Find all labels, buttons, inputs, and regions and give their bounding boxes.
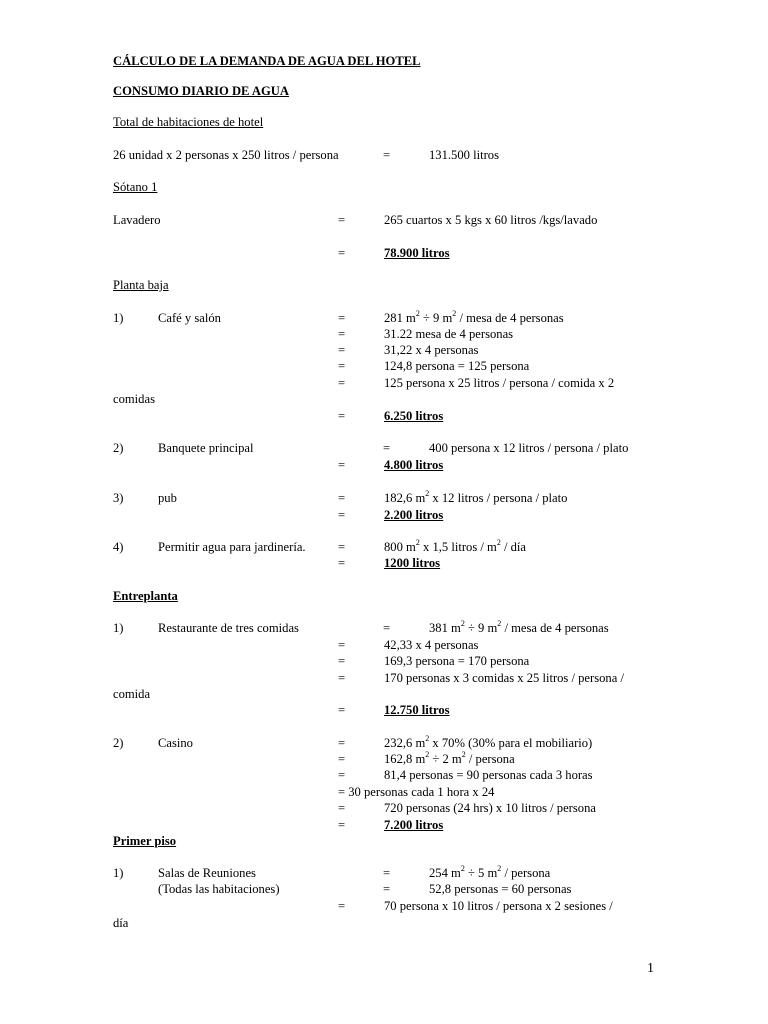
equals-sign: = xyxy=(383,148,391,162)
total-formula: 26 unidad x 2 personas x 250 litros / persona xyxy=(113,148,339,162)
equals-sign: = xyxy=(383,441,391,455)
cafe-line-2: 31.22 mesa de 4 personas xyxy=(384,327,514,341)
section-heading-total: Total de habitaciones de hotel xyxy=(113,115,264,129)
cafe-line-3: 31,22 x 4 personas xyxy=(384,343,479,357)
salas-line-1: 254 $m^2 \div 5$ $m^2$ / persona xyxy=(429,863,551,880)
salas-label: Salas de Reuniones xyxy=(158,866,256,880)
equals-sign: = xyxy=(338,343,346,357)
equals-sign: = xyxy=(338,818,346,832)
jardineria-result: 1200 litros xyxy=(384,556,441,570)
document-title: CÁLCULO DE LA DEMANDA DE AGUA DEL HOTEL xyxy=(113,54,421,68)
equals-sign: = xyxy=(338,508,346,522)
item-number: 3) xyxy=(113,491,124,505)
banquete-label: Banquete principal xyxy=(158,441,254,455)
restaurante-result: 12.750 litros xyxy=(384,703,450,717)
casino-label: Casino xyxy=(158,736,193,750)
equals-sign: = xyxy=(338,540,346,554)
section-heading-primer-piso: Primer piso xyxy=(113,834,177,848)
pub-result: 2.200 litros xyxy=(384,508,444,522)
equals-sign: = xyxy=(338,899,346,913)
total-result: 131.500 litros xyxy=(429,148,499,162)
casino-line-4: = 30 personas cada 1 hora x 24 xyxy=(338,785,495,799)
item-number: 1) xyxy=(113,866,124,880)
equals-sign: = xyxy=(338,327,346,341)
jardineria-label: Permitir agua para jardinería. xyxy=(158,540,306,554)
jardineria-formula: 800 $m^2$ x 1,5 litros / $m^2$ / día xyxy=(384,537,526,554)
equals-sign: = xyxy=(338,311,346,325)
casino-line-5: 720 personas (24 hrs) x 10 litros / persona xyxy=(384,801,596,815)
salas-line-3: 70 persona x 10 litros / persona x 2 sesiones / xyxy=(384,899,613,913)
cafe-label: Café y salón xyxy=(158,311,221,325)
equals-sign: = xyxy=(338,376,346,390)
document-subtitle: CONSUMO DIARIO DE AGUA xyxy=(113,84,289,98)
equals-sign: = xyxy=(383,866,391,880)
salas-label-2: (Todas las habitaciones) xyxy=(158,882,280,896)
casino-result: 7.200 litros xyxy=(384,818,444,832)
item-number: 2) xyxy=(113,441,124,455)
casino-line-1: 232,6 $m^2$ x 70% (30% para el mobiliario) xyxy=(384,733,593,750)
restaurante-label: Restaurante de tres comidas xyxy=(158,621,299,635)
section-heading-sotano: Sótano 1 xyxy=(113,180,158,194)
pub-formula: 182,6 $m^2$ x 12 litros / persona / plato xyxy=(384,488,568,505)
salas-line-3-wrap: día xyxy=(113,916,129,930)
cafe-line-5-wrap: comidas xyxy=(113,392,155,406)
item-number: 1) xyxy=(113,621,124,635)
item-number: 2) xyxy=(113,736,124,750)
section-heading-entreplanta: Entreplanta xyxy=(113,589,178,603)
lavadero-formula: 265 cuartos x 5 kgs x 60 litros /kgs/lavado xyxy=(384,213,598,227)
lavadero-result: 78.900 litros xyxy=(384,246,450,260)
restaurante-line-2: 42,33 x 4 personas xyxy=(384,638,479,652)
banquete-result: 4.800 litros xyxy=(384,458,444,472)
equals-sign: = xyxy=(338,703,346,717)
equals-sign: = xyxy=(383,621,391,635)
restaurante-line-4-wrap: comida xyxy=(113,687,151,701)
cafe-line-1: 281 $m^2 \div 9$ $m^2$ / mesa de 4 personas xyxy=(384,308,564,325)
cafe-result: 6.250 litros xyxy=(384,409,444,423)
casino-line-2: 162,8 $m^2 \div 2$ $m^2$ / persona xyxy=(384,749,515,766)
page-number: 1 xyxy=(647,961,654,976)
equals-sign: = xyxy=(338,458,346,472)
cafe-line-5: 125 persona x 25 litros / persona / comida x 2 xyxy=(384,376,615,390)
equals-sign: = xyxy=(383,882,391,896)
restaurante-line-3: 169,3 persona = 170 persona xyxy=(384,654,530,668)
item-number: 1) xyxy=(113,311,124,325)
equals-sign: = xyxy=(338,246,346,260)
equals-sign: = xyxy=(338,638,346,652)
section-heading-planta-baja: Planta baja xyxy=(113,278,169,292)
item-number: 4) xyxy=(113,540,124,554)
equals-sign: = xyxy=(338,801,346,815)
equals-sign: = xyxy=(338,752,346,766)
restaurante-line-4: 170 personas x 3 comidas x 25 litros / persona / xyxy=(384,671,624,685)
equals-sign: = xyxy=(338,736,346,750)
equals-sign: = xyxy=(338,213,346,227)
equals-sign: = xyxy=(338,491,346,505)
cafe-line-4: 124,8 persona = 125 persona xyxy=(384,359,530,373)
casino-line-3: 81,4 personas = 90 personas cada 3 horas xyxy=(384,768,593,782)
pub-label: pub xyxy=(158,491,177,505)
equals-sign: = xyxy=(338,671,346,685)
salas-line-2: 52,8 personas = 60 personas xyxy=(429,882,572,896)
equals-sign: = xyxy=(338,359,346,373)
equals-sign: = xyxy=(338,409,346,423)
equals-sign: = xyxy=(338,768,346,782)
equals-sign: = xyxy=(338,654,346,668)
banquete-formula: 400 persona x 12 litros / persona / plato xyxy=(429,441,629,455)
lavadero-label: Lavadero xyxy=(113,213,161,227)
equals-sign: = xyxy=(338,556,346,570)
restaurante-line-1: 381 $m^2 \div 9$ $m^2$ / mesa de 4 personas xyxy=(429,618,609,635)
